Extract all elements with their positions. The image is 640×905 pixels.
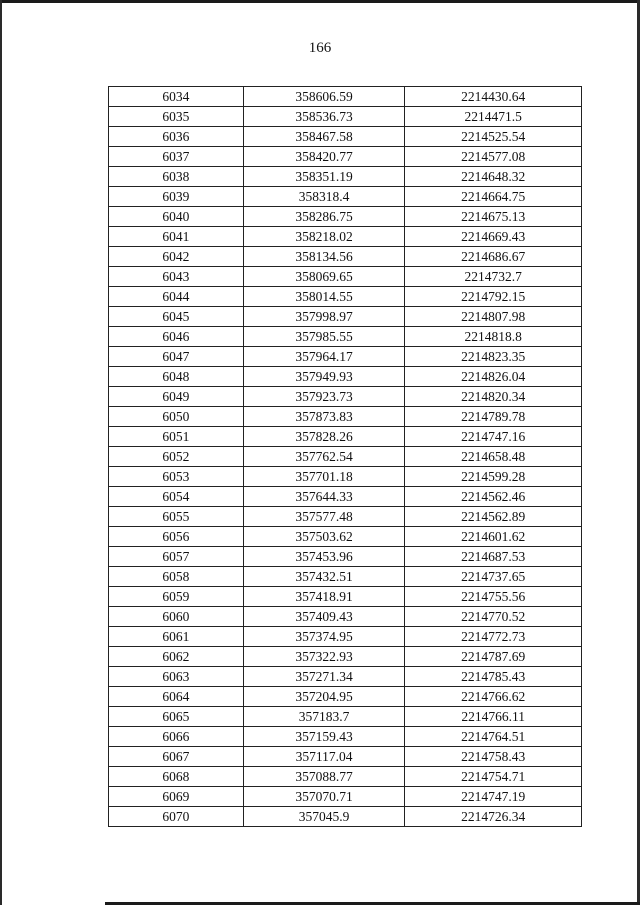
x-coordinate-cell: 357762.54 [243,447,405,467]
table-row [109,347,582,367]
y-coordinate-cell: 2214792.15 [405,287,582,307]
point-id-cell: 6058 [109,567,244,587]
table-row [109,787,582,807]
table-row [109,447,582,467]
point-id-cell: 6055 [109,507,244,527]
y-coordinate-cell: 2214675.13 [405,207,582,227]
table-row [109,667,582,687]
y-coordinate-cell: 2214601.62 [405,527,582,547]
table-row [109,167,582,187]
point-id-cell: 6035 [109,107,244,127]
x-coordinate-cell: 357964.17 [243,347,405,367]
x-coordinate-cell: 357828.26 [243,427,405,447]
scan-border-left [0,0,2,905]
table-row [109,367,582,387]
point-id-cell: 6049 [109,387,244,407]
y-coordinate-cell: 2214471.5 [405,107,582,127]
x-coordinate-cell: 357088.77 [243,767,405,787]
point-id-cell: 6054 [109,487,244,507]
point-id-cell: 6068 [109,767,244,787]
y-coordinate-cell: 2214525.54 [405,127,582,147]
table-row [109,647,582,667]
x-coordinate-cell: 358536.73 [243,107,405,127]
x-coordinate-cell: 357045.9 [243,807,405,827]
coordinate-table-body [109,87,582,827]
point-id-cell: 6050 [109,407,244,427]
x-coordinate-cell: 357577.48 [243,507,405,527]
y-coordinate-cell: 2214787.69 [405,647,582,667]
point-id-cell: 6065 [109,707,244,727]
x-coordinate-cell: 357070.71 [243,787,405,807]
point-id-cell: 6066 [109,727,244,747]
x-coordinate-cell: 357432.51 [243,567,405,587]
table-row [109,107,582,127]
x-coordinate-cell: 358286.75 [243,207,405,227]
y-coordinate-cell: 2214789.78 [405,407,582,427]
y-coordinate-cell: 2214820.34 [405,387,582,407]
point-id-cell: 6051 [109,427,244,447]
x-coordinate-cell: 358351.19 [243,167,405,187]
y-coordinate-cell: 2214430.64 [405,87,582,107]
table-row [109,387,582,407]
table-row [109,427,582,447]
table-row [109,487,582,507]
x-coordinate-cell: 357159.43 [243,727,405,747]
point-id-cell: 6041 [109,227,244,247]
x-coordinate-cell: 358420.77 [243,147,405,167]
point-id-cell: 6048 [109,367,244,387]
x-coordinate-cell: 357503.62 [243,527,405,547]
y-coordinate-cell: 2214766.11 [405,707,582,727]
x-coordinate-cell: 358069.65 [243,267,405,287]
table-row [109,627,582,647]
point-id-cell: 6047 [109,347,244,367]
x-coordinate-cell: 357644.33 [243,487,405,507]
point-id-cell: 6040 [109,207,244,227]
point-id-cell: 6034 [109,87,244,107]
x-coordinate-cell: 357949.93 [243,367,405,387]
x-coordinate-cell: 358318.4 [243,187,405,207]
y-coordinate-cell: 2214732.7 [405,267,582,287]
y-coordinate-cell: 2214785.43 [405,667,582,687]
y-coordinate-cell: 2214818.8 [405,327,582,347]
point-id-cell: 6039 [109,187,244,207]
x-coordinate-cell: 357923.73 [243,387,405,407]
table-row [109,767,582,787]
y-coordinate-cell: 2214737.65 [405,567,582,587]
point-id-cell: 6070 [109,807,244,827]
x-coordinate-cell: 357409.43 [243,607,405,627]
point-id-cell: 6036 [109,127,244,147]
point-id-cell: 6060 [109,607,244,627]
point-id-cell: 6067 [109,747,244,767]
table-row [109,87,582,107]
x-coordinate-cell: 357418.91 [243,587,405,607]
x-coordinate-cell: 358606.59 [243,87,405,107]
x-coordinate-cell: 357873.83 [243,407,405,427]
point-id-cell: 6038 [109,167,244,187]
table-row [109,607,582,627]
table-row [109,147,582,167]
point-id-cell: 6053 [109,467,244,487]
y-coordinate-cell: 2214823.35 [405,347,582,367]
table-row [109,227,582,247]
point-id-cell: 6062 [109,647,244,667]
x-coordinate-cell: 357453.96 [243,547,405,567]
table-row [109,547,582,567]
point-id-cell: 6069 [109,787,244,807]
y-coordinate-cell: 2214755.56 [405,587,582,607]
point-id-cell: 6046 [109,327,244,347]
table-row [109,307,582,327]
table-row [109,727,582,747]
x-coordinate-cell: 358134.56 [243,247,405,267]
point-id-cell: 6042 [109,247,244,267]
y-coordinate-cell: 2214758.43 [405,747,582,767]
table-row [109,407,582,427]
y-coordinate-cell: 2214599.28 [405,467,582,487]
table-row [109,187,582,207]
point-id-cell: 6052 [109,447,244,467]
y-coordinate-cell: 2214726.34 [405,807,582,827]
y-coordinate-cell: 2214772.73 [405,627,582,647]
point-id-cell: 6056 [109,527,244,547]
x-coordinate-cell: 357701.18 [243,467,405,487]
x-coordinate-cell: 357374.95 [243,627,405,647]
point-id-cell: 6061 [109,627,244,647]
page-number: 166 [308,40,332,56]
y-coordinate-cell: 2214577.08 [405,147,582,167]
y-coordinate-cell: 2214648.32 [405,167,582,187]
point-id-cell: 6057 [109,547,244,567]
y-coordinate-cell: 2214807.98 [405,307,582,327]
y-coordinate-cell: 2214658.48 [405,447,582,467]
table-row [109,287,582,307]
y-coordinate-cell: 2214664.75 [405,187,582,207]
table-row [109,567,582,587]
point-id-cell: 6043 [109,267,244,287]
scan-border-top [0,0,640,3]
x-coordinate-cell: 358467.58 [243,127,405,147]
point-id-cell: 6037 [109,147,244,167]
x-coordinate-cell: 357183.7 [243,707,405,727]
y-coordinate-cell: 2214770.52 [405,607,582,627]
table-row [109,687,582,707]
point-id-cell: 6064 [109,687,244,707]
table-row [109,707,582,727]
point-id-cell: 6044 [109,287,244,307]
table-row [109,747,582,767]
y-coordinate-cell: 2214686.67 [405,247,582,267]
x-coordinate-cell: 358014.55 [243,287,405,307]
coordinate-table [108,86,582,827]
y-coordinate-cell: 2214687.53 [405,547,582,567]
y-coordinate-cell: 2214766.62 [405,687,582,707]
table-row [109,247,582,267]
y-coordinate-cell: 2214754.71 [405,767,582,787]
table-row [109,267,582,287]
x-coordinate-cell: 357204.95 [243,687,405,707]
y-coordinate-cell: 2214747.16 [405,427,582,447]
x-coordinate-cell: 357322.93 [243,647,405,667]
x-coordinate-cell: 357985.55 [243,327,405,347]
y-coordinate-cell: 2214826.04 [405,367,582,387]
point-id-cell: 6059 [109,587,244,607]
y-coordinate-cell: 2214747.19 [405,787,582,807]
y-coordinate-cell: 2214764.51 [405,727,582,747]
y-coordinate-cell: 2214669.43 [405,227,582,247]
point-id-cell: 6045 [109,307,244,327]
table-row [109,467,582,487]
y-coordinate-cell: 2214562.89 [405,507,582,527]
y-coordinate-cell: 2214562.46 [405,487,582,507]
table-row [109,207,582,227]
table-row [109,807,582,827]
table-row [109,507,582,527]
table-row [109,327,582,347]
table-row [109,127,582,147]
x-coordinate-cell: 357998.97 [243,307,405,327]
table-row [109,587,582,607]
x-coordinate-cell: 357271.34 [243,667,405,687]
x-coordinate-cell: 358218.02 [243,227,405,247]
x-coordinate-cell: 357117.04 [243,747,405,767]
table-row [109,527,582,547]
point-id-cell: 6063 [109,667,244,687]
